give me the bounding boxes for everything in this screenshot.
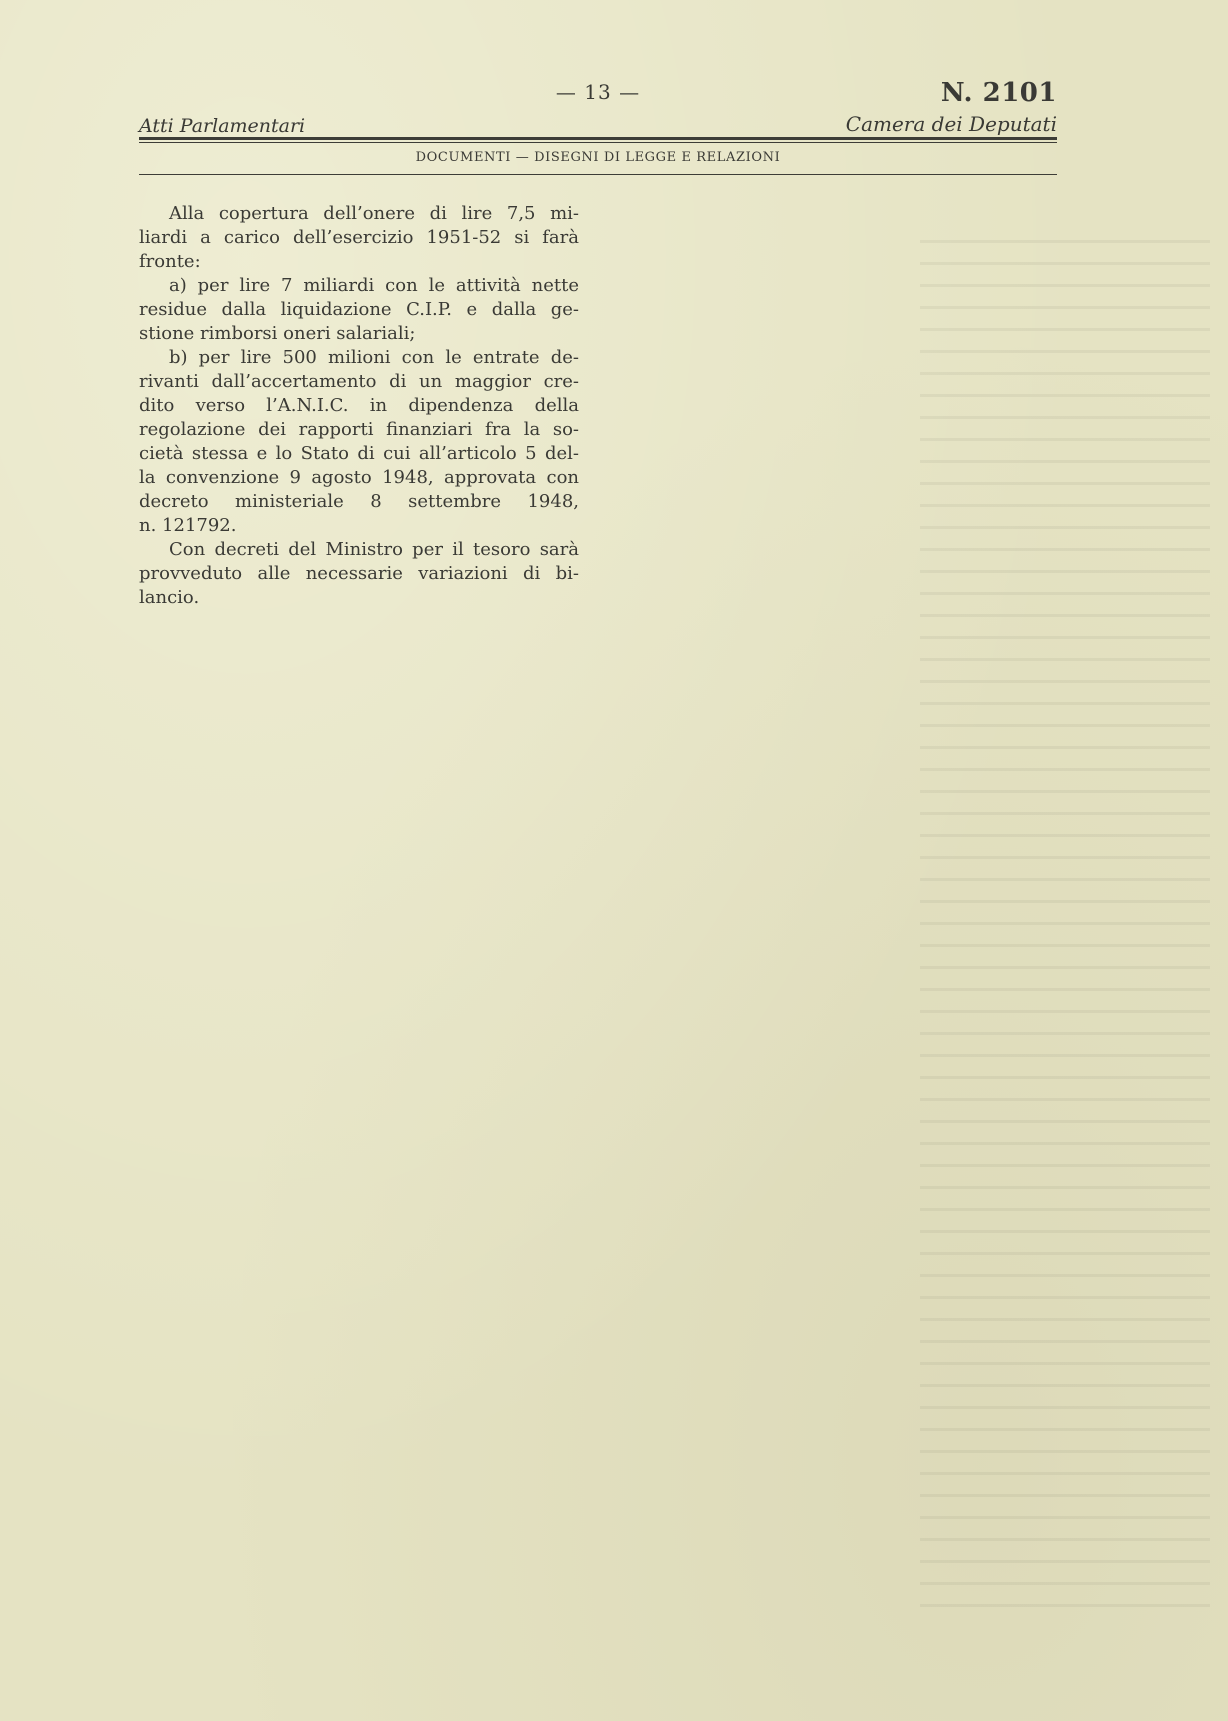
bleed-through-shadow <box>920 240 1210 1620</box>
text-line: a) per lire 7 miliardi con le attività nette <box>169 275 579 296</box>
section-title: DOCUMENTI — DISEGNI DI LEGGE E RELAZIONI <box>415 150 781 165</box>
text-line: fronte: <box>139 251 201 272</box>
document-number: N. 2101 <box>940 78 1057 108</box>
text-line: residue dalla liquidazione C.I.P. e dalla ge- <box>139 299 579 320</box>
text-line: la convenzione 9 agosto 1948, approvata con <box>139 467 579 488</box>
text-line: rivanti dall’accertamento di un maggior cre- <box>139 371 579 392</box>
text-line: Alla copertura dell’onere di lire 7,5 mi- <box>169 203 579 224</box>
text-line: lancio. <box>139 587 200 608</box>
header-right-title: Camera dei Deputati <box>845 112 1057 136</box>
text-line: provveduto alle necessarie variazioni di bi- <box>139 563 579 584</box>
section-rule <box>139 174 1057 175</box>
text-line: b) per lire 500 milioni con le entrate de- <box>169 347 579 368</box>
header-left-title: Atti Parlamentari <box>139 115 306 137</box>
page-number: — 13 — <box>555 80 641 104</box>
text-line: stione rimborsi oneri salariali; <box>139 323 416 344</box>
body-text <box>139 202 579 610</box>
text-line: liardi a carico dell’esercizio 1951-52 si farà <box>139 227 579 248</box>
text-line: cietà stessa e lo Stato di cui all’articolo 5 del- <box>139 443 579 464</box>
text-line: dito verso l’A.N.I.C. in dipendenza della <box>139 395 579 416</box>
text-line: decreto ministeriale 8 settembre 1948, <box>139 491 579 512</box>
text-line: n. 121792. <box>139 515 237 536</box>
text-line: regolazione dei rapporti finanziari fra la so- <box>139 419 579 440</box>
header-rule-thick <box>139 137 1057 140</box>
header-rule-thin <box>139 142 1057 143</box>
text-line: Con decreti del Ministro per il tesoro sarà <box>169 539 579 560</box>
